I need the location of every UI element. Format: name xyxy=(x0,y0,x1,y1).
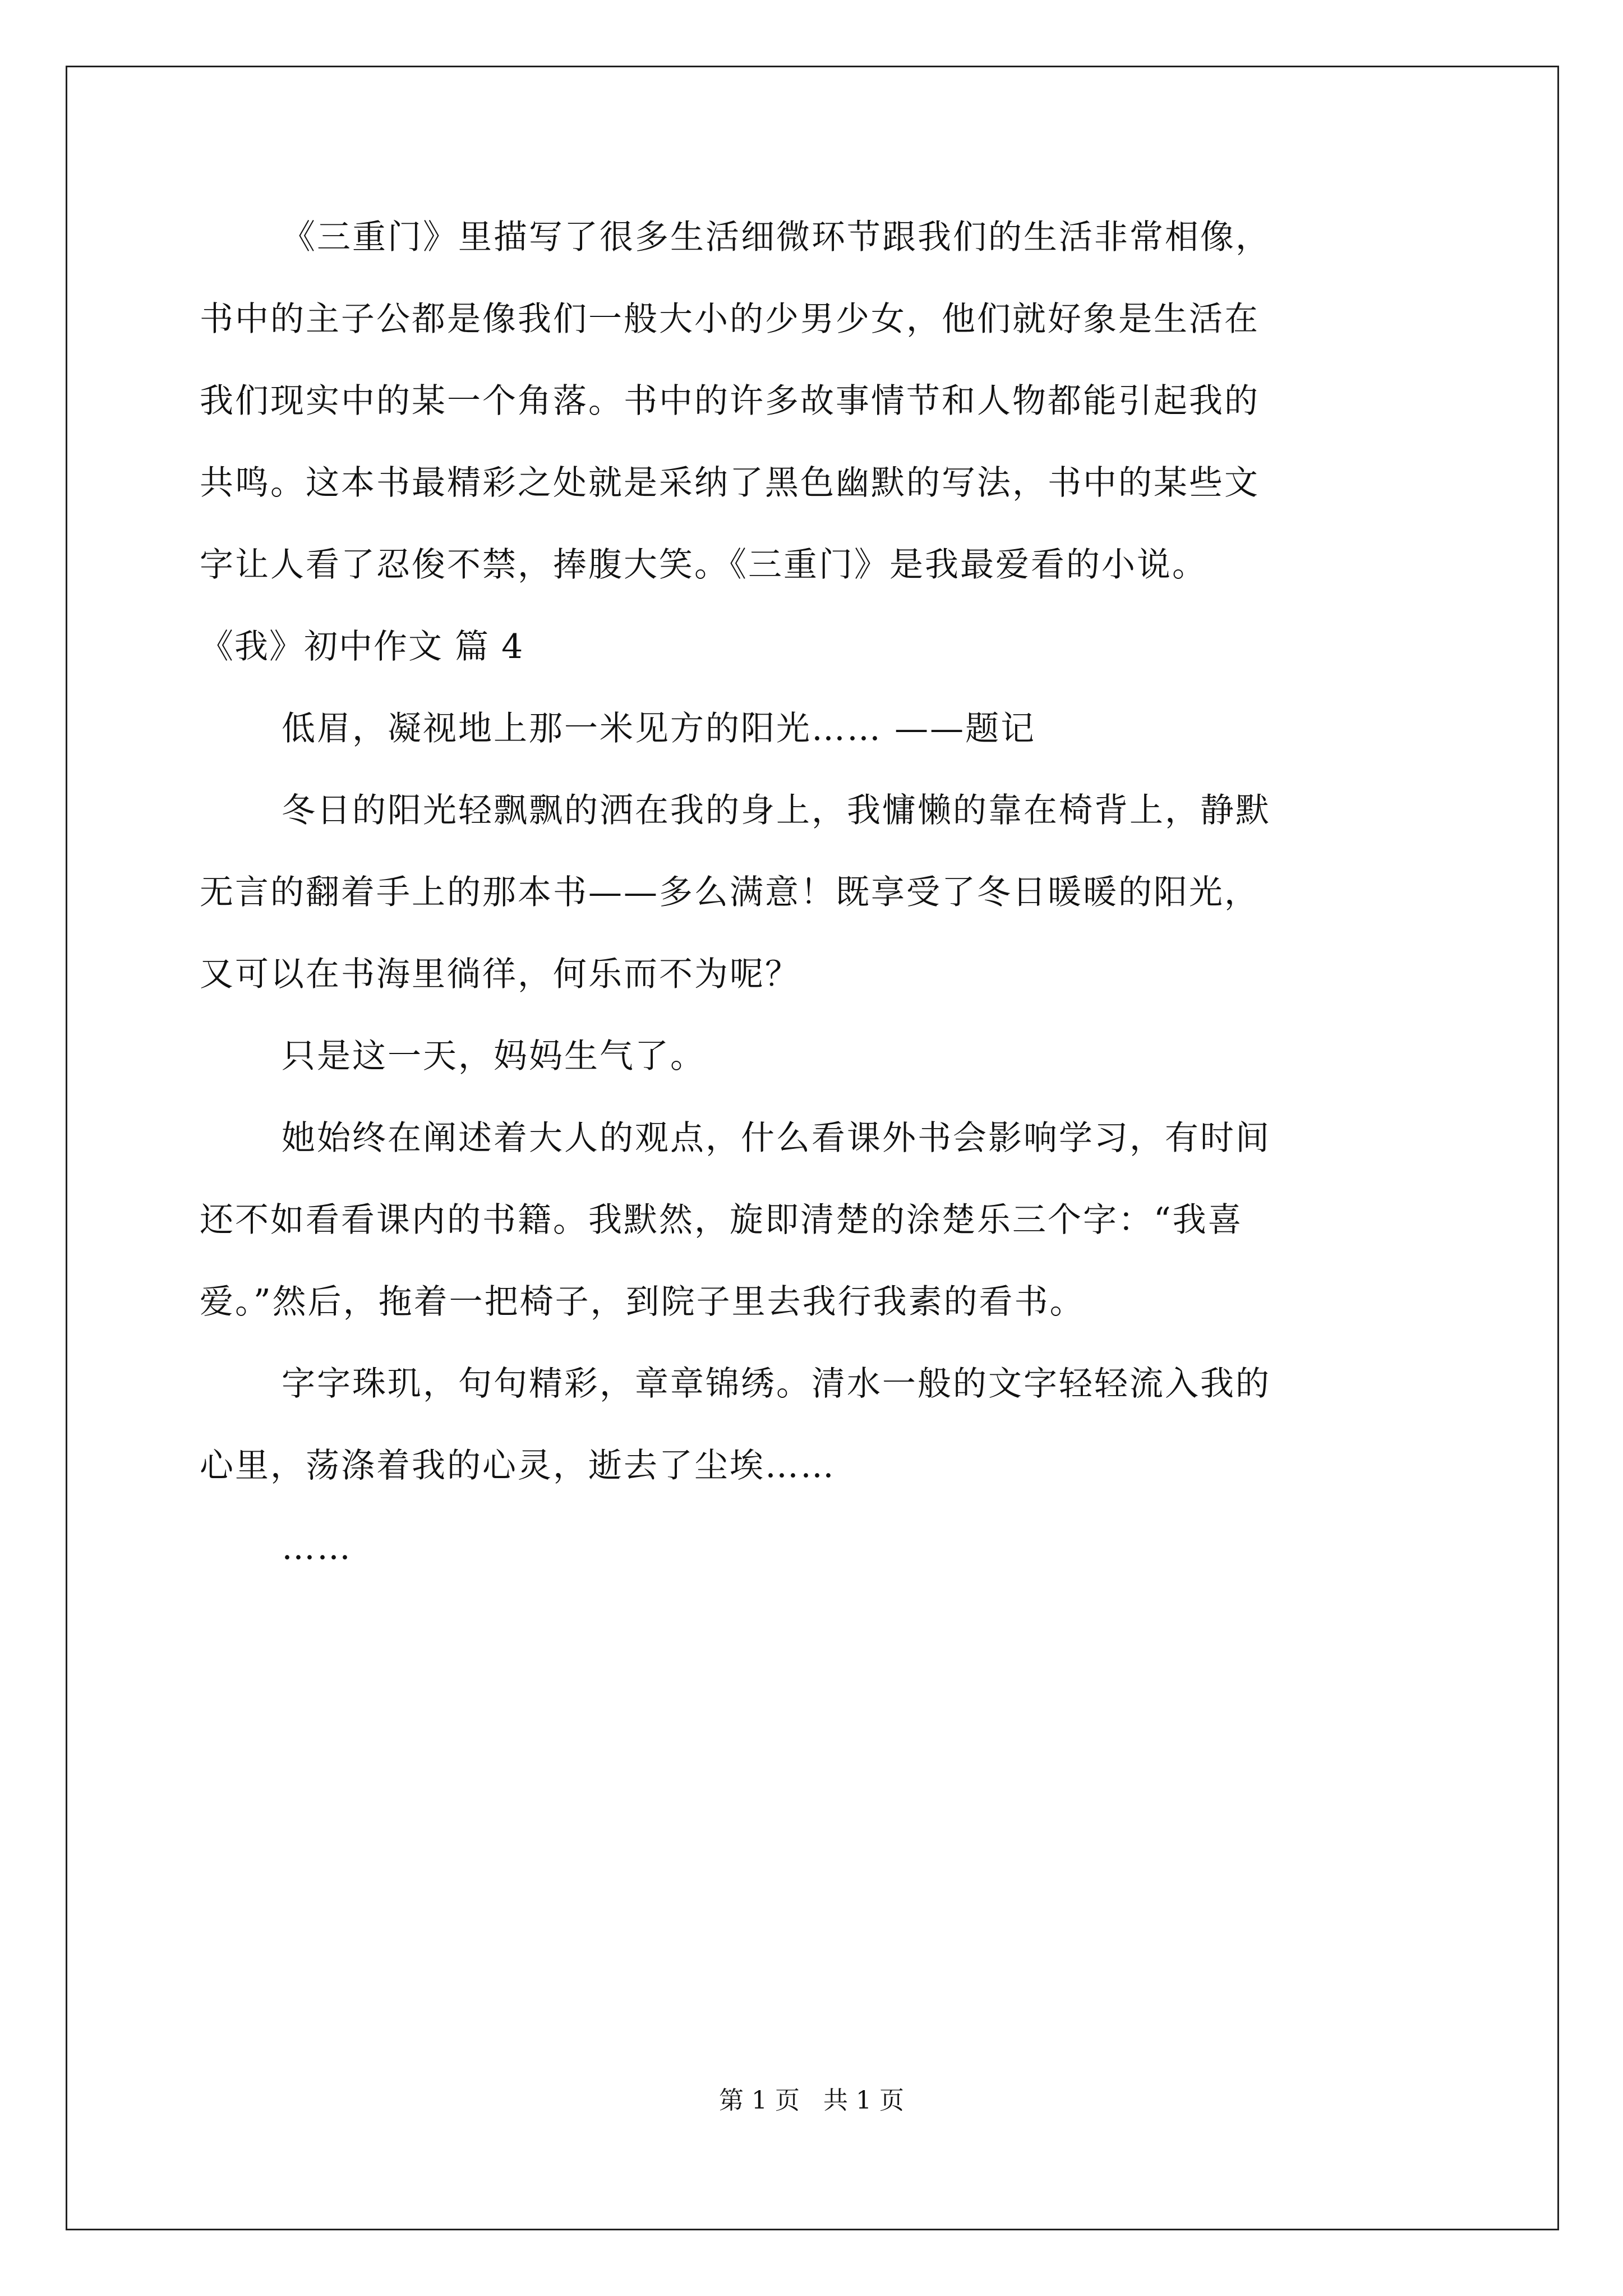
text-line: 只是这一天，妈妈生气了。 xyxy=(282,1037,706,1076)
text-line: 共鸣。这本书最精彩之处就是采纳了黑色幽默的写法，书中的某些文 xyxy=(200,463,1260,503)
text-line: 又可以在书海里徜徉，何乐而不为呢？ xyxy=(200,955,800,994)
section-heading: 《我》初中作文 篇 4 xyxy=(200,627,524,666)
text-line: 无言的翻着手上的那本书——多么满意！既享受了冬日暖暖的阳光， xyxy=(200,873,1260,912)
text-line: 还不如看看课内的书籍。我默然，旋即清楚的涂楚乐三个字：“我喜 xyxy=(200,1200,1243,1240)
text-line: 字让人看了忍俊不禁，捧腹大笑。《三重门》是我最爱看的小说。 xyxy=(200,545,1207,585)
text-line: …… xyxy=(282,1528,352,1567)
text-line: 《三重门》里描写了很多生活细微环节跟我们的生活非常相像， xyxy=(282,218,1271,257)
document-body xyxy=(200,196,1435,1589)
text-line: 她始终在阐述着大人的观点，什么看课外书会影响学习，有时间 xyxy=(282,1119,1271,1158)
text-line: 心里，荡涤着我的心灵，逝去了尘埃…… xyxy=(200,1446,836,1485)
text-line: 我们现实中的某一个角落。书中的许多故事情节和人物都能引起我的 xyxy=(200,381,1260,421)
text-line: 低眉，凝视地上那一米见方的阳光…… ——题记 xyxy=(282,709,1036,748)
text-line: 冬日的阳光轻飘飘的洒在我的身上，我慵懒的靠在椅背上，静默 xyxy=(282,791,1271,830)
text-line: 字字珠玑，句句精彩，章章锦绣。清水一般的文字轻轻流入我的 xyxy=(282,1364,1271,1404)
text-line: 书中的主子公都是像我们一般大小的少男少女，他们就好象是生活在 xyxy=(200,300,1260,339)
page-number-footer: 第 1 页 共 1 页 xyxy=(719,2086,904,2115)
text-line: 爱。”然后，拖着一把椅子，到院子里去我行我素的看书。 xyxy=(200,1282,1085,1322)
